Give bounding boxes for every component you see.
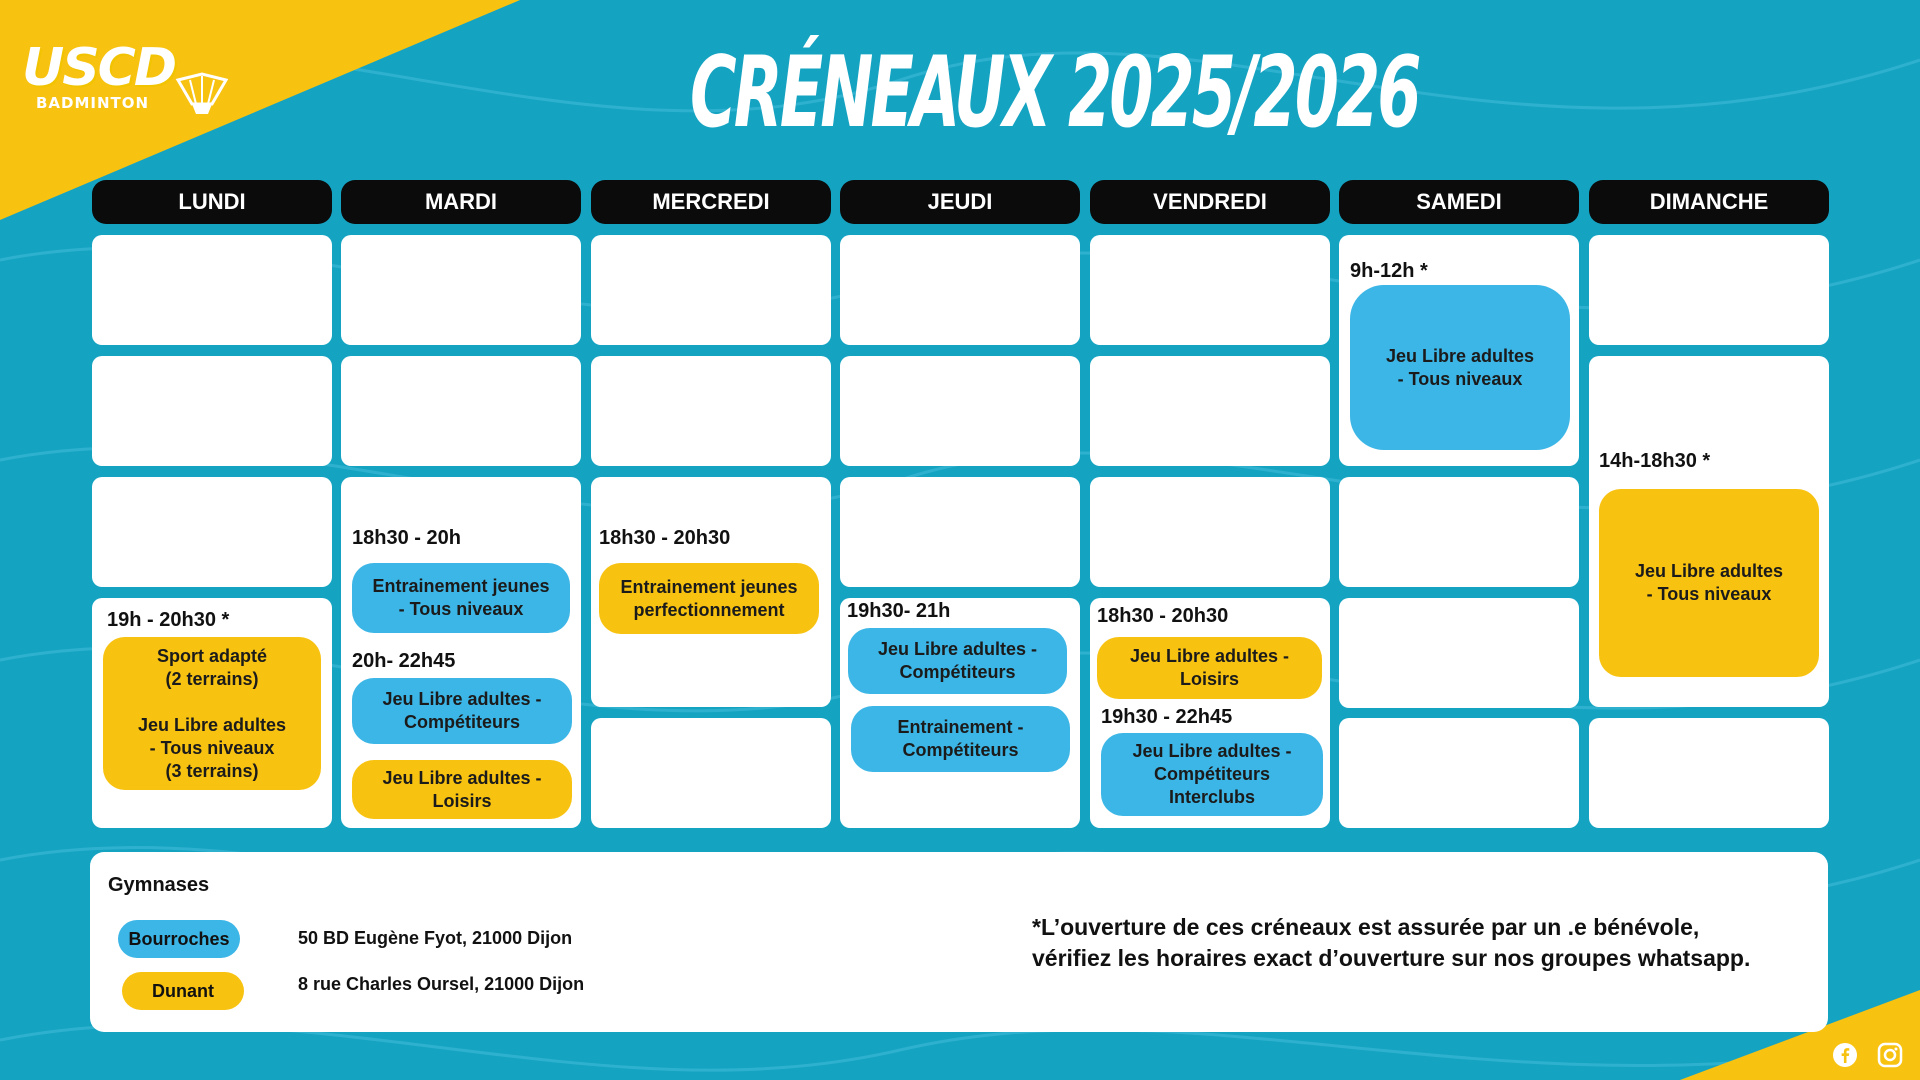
schedule-cell: [92, 356, 332, 466]
schedule-cell: [591, 356, 831, 466]
club-logo: [22, 38, 222, 124]
venues-footer: [90, 852, 1828, 1032]
venue-badge-dunant: Dunant: [122, 972, 244, 1010]
slot-mardi-jeunes: Entrainement jeunes - Tous niveaux: [352, 563, 570, 633]
slot-samedi-jeu-libre: Jeu Libre adultes - Tous niveaux: [1350, 285, 1570, 450]
day-header-samedi: SAMEDI: [1339, 180, 1579, 224]
schedule-cell: [1589, 718, 1829, 828]
slot-vendredi-interclubs: Jeu Libre adultes - Compétiteurs Interclubs: [1101, 733, 1323, 816]
slot-time-jeudi: 19h30- 21h: [847, 600, 951, 622]
slot-time-vendredi-2: 19h30 - 22h45: [1101, 706, 1233, 728]
schedule-cell: [591, 235, 831, 345]
schedule-cell: [1090, 235, 1330, 345]
day-header-mardi: MARDI: [341, 180, 581, 224]
schedule-cell: [840, 477, 1080, 587]
page-title: CRÉNEAUX 2025/2026: [690, 36, 1419, 150]
schedule-cell: [591, 718, 831, 828]
schedule-cell: [840, 356, 1080, 466]
schedule-cell: [92, 477, 332, 587]
schedule-cell: [840, 235, 1080, 345]
logo-text: USCD: [22, 38, 176, 98]
slot-vendredi-loisirs: Jeu Libre adultes - Loisirs: [1097, 637, 1322, 699]
venue-badge-bourroches: Bourroches: [118, 920, 240, 958]
day-header-mercredi: MERCREDI: [591, 180, 831, 224]
schedule-cell: [1589, 235, 1829, 345]
slot-time-mercredi: 18h30 - 20h30: [599, 527, 731, 549]
volunteer-note: *L’ouverture de ces créneaux est assurée par un .e bénévole, vérifiez les horaires exact d’ouverture sur nos groupes whatsapp.: [1032, 914, 1751, 971]
schedule-cell: [1090, 477, 1330, 587]
footer-title: Gymnases: [108, 874, 210, 896]
slot-time-mardi-2: 20h- 22h45: [352, 650, 456, 672]
slot-time-lundi: 19h - 20h30 *: [107, 609, 230, 631]
schedule-cell: [1339, 598, 1579, 708]
schedule-cell: [92, 235, 332, 345]
logo-subtext: BADMINTON: [36, 94, 150, 112]
slot-mardi-competiteurs: Jeu Libre adultes - Compétiteurs: [352, 678, 572, 744]
shuttlecock-icon: [172, 70, 232, 120]
schedule-cell: [1090, 356, 1330, 466]
slot-time-vendredi-1: 18h30 - 20h30: [1097, 605, 1229, 627]
day-header-dimanche: DIMANCHE: [1589, 180, 1829, 224]
slot-time-dimanche: 14h-18h30 *: [1599, 450, 1711, 472]
slot-time-mardi-1: 18h30 - 20h: [352, 527, 461, 549]
day-header-vendredi: VENDREDI: [1090, 180, 1330, 224]
slot-lundi: Sport adapté (2 terrains) Jeu Libre adultes - Tous niveaux (3 terrains): [103, 637, 321, 790]
slot-jeudi-entrainement: Entrainement - Compétiteurs: [851, 706, 1070, 772]
slot-jeudi-jeu-libre: Jeu Libre adultes - Compétiteurs: [848, 628, 1067, 694]
schedule-cell: [341, 356, 581, 466]
day-header-jeudi: JEUDI: [840, 180, 1080, 224]
facebook-icon[interactable]: [1832, 1042, 1858, 1068]
schedule-cell: [1339, 718, 1579, 828]
slot-time-samedi: 9h-12h *: [1350, 260, 1428, 282]
venue-address-dunant: 8 rue Charles Oursel, 21000 Dijon: [298, 974, 585, 994]
slot-mardi-loisirs: Jeu Libre adultes - Loisirs: [352, 760, 572, 819]
day-header-lundi: LUNDI: [92, 180, 332, 224]
schedule-cell: [1339, 477, 1579, 587]
schedule-cell: [341, 235, 581, 345]
slot-dimanche-jeu-libre: Jeu Libre adultes - Tous niveaux: [1599, 489, 1819, 677]
instagram-icon[interactable]: [1877, 1042, 1903, 1068]
venue-address-bourroches: 50 BD Eugène Fyot, 21000 Dijon: [298, 928, 573, 948]
slot-mercredi-jeunes: Entrainement jeunes perfectionnement: [599, 563, 819, 634]
